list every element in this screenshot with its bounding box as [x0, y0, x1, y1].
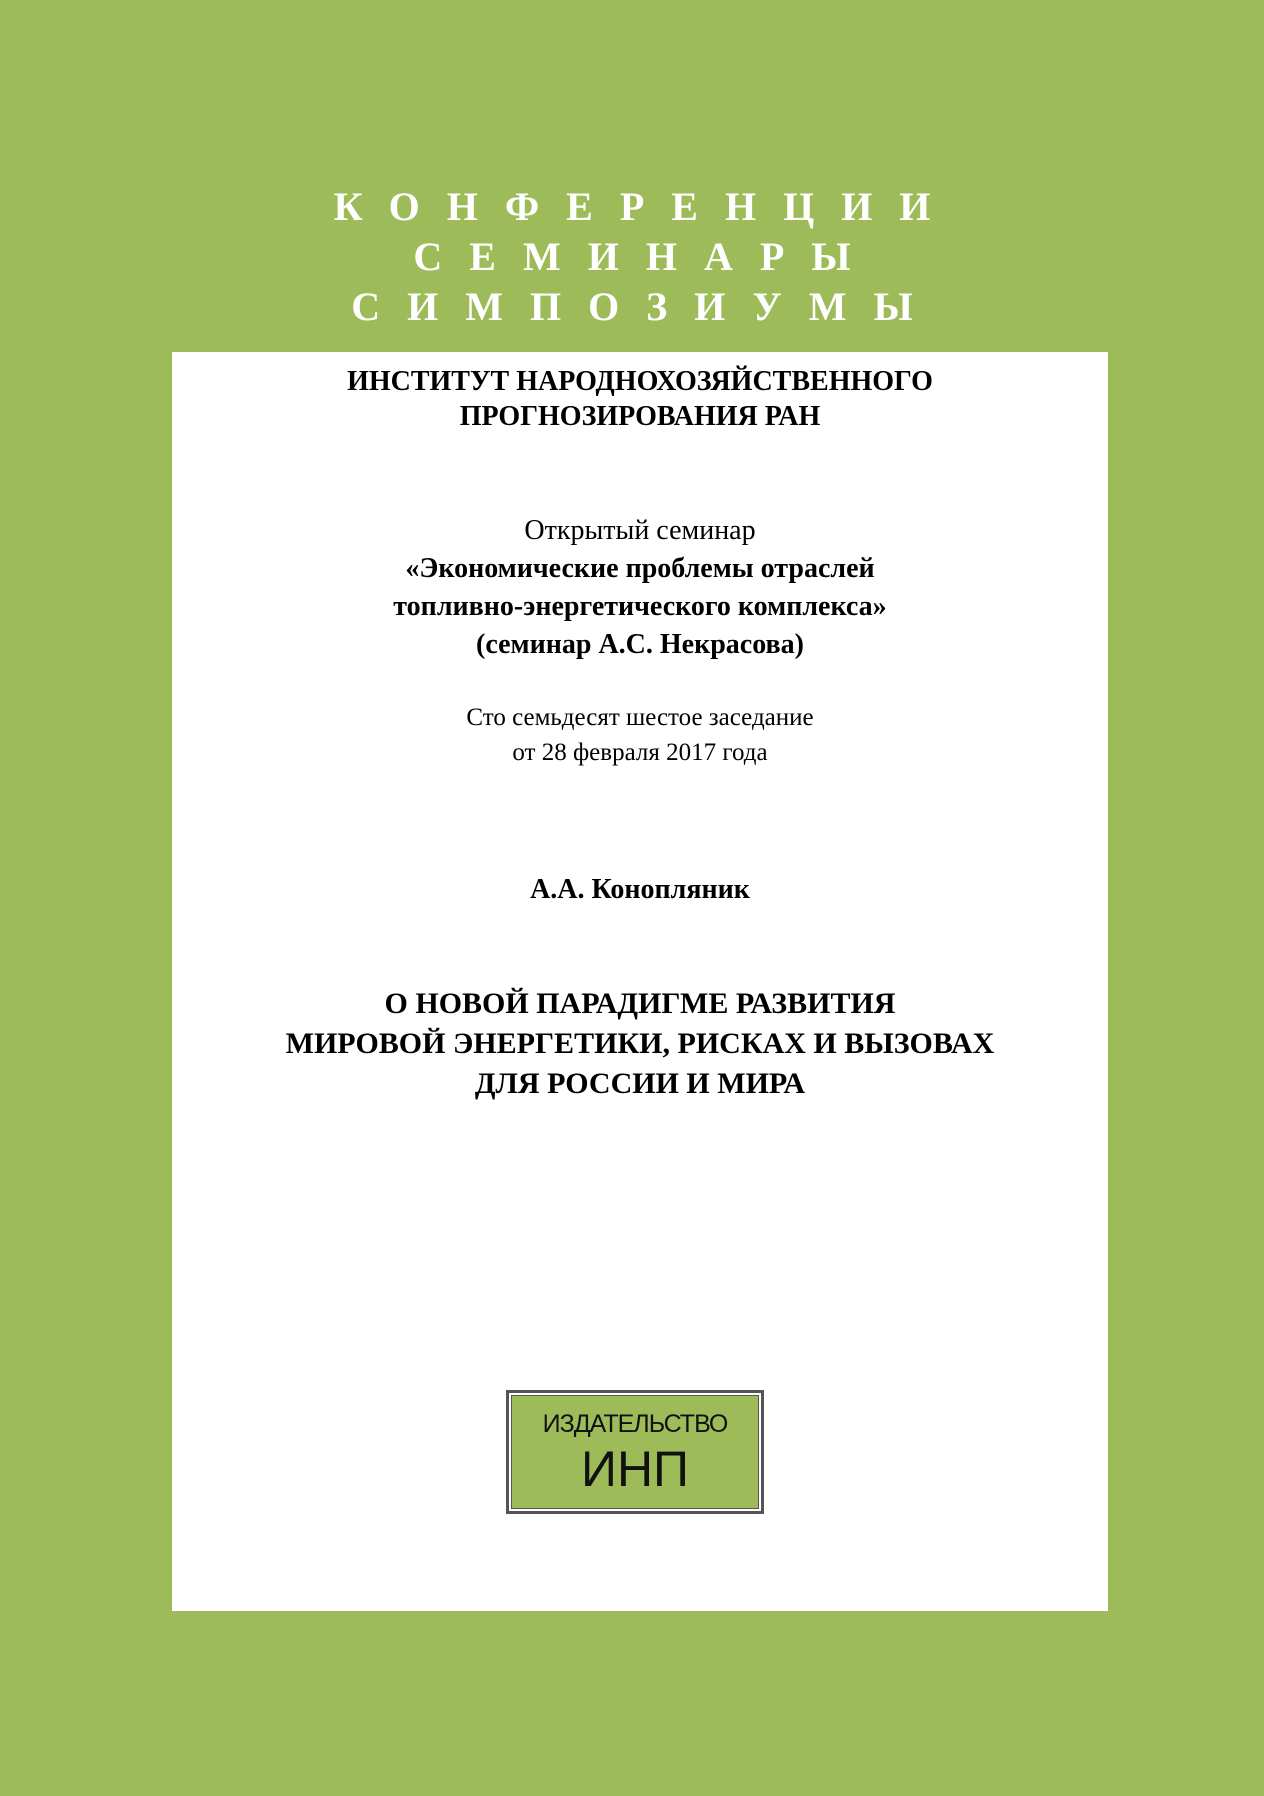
- series-line-conferences: КОНФЕРЕНЦИИ: [333, 184, 958, 229]
- institute-line-2: ПРОГНОЗИРОВАНИЯ РАН: [459, 401, 821, 432]
- title-line-3: ДЛЯ РОССИИ И МИРА: [474, 1067, 806, 1100]
- document-title: [172, 984, 1108, 1104]
- title-line-1: О НОВОЙ ПАРАДИГМЕ РАЗВИТИЯ: [384, 987, 896, 1020]
- session-number: Сто семьдесят шестое заседание: [466, 704, 814, 731]
- publisher-label: ИЗДАТЕЛЬСТВО: [542, 1410, 728, 1438]
- title-line-2: МИРОВОЙ ЭНЕРГЕТИКИ, РИСКАХ И ВЫЗОВАХ: [285, 1027, 995, 1060]
- seminar-subtitle: (семинар А.С. Некрасова): [476, 629, 804, 660]
- publisher-logo: [506, 1390, 764, 1514]
- session-info: [172, 700, 1108, 770]
- seminar-info: [172, 512, 1108, 664]
- series-line-symposiums: СИМПОЗИУМЫ: [351, 284, 940, 329]
- seminar-title-line-1: «Экономические проблемы отраслей: [405, 553, 875, 584]
- seminar-kind: Открытый семинар: [524, 515, 756, 546]
- seminar-title-line-2: топливно-энергетического комплекса»: [393, 591, 887, 622]
- author-name: А.А. Конопляник: [530, 874, 750, 905]
- institute-line-1: ИНСТИТУТ НАРОДНОХОЗЯЙСТВЕННОГО: [347, 366, 933, 397]
- institute-name: [172, 364, 1108, 434]
- session-date: от 28 февраля 2017 года: [512, 739, 768, 766]
- cover-panel: [172, 352, 1108, 1611]
- series-line-seminars: СЕМИНАРЫ: [413, 234, 878, 279]
- publisher-name: ИНП: [581, 1441, 689, 1497]
- series-heading: [0, 182, 1264, 332]
